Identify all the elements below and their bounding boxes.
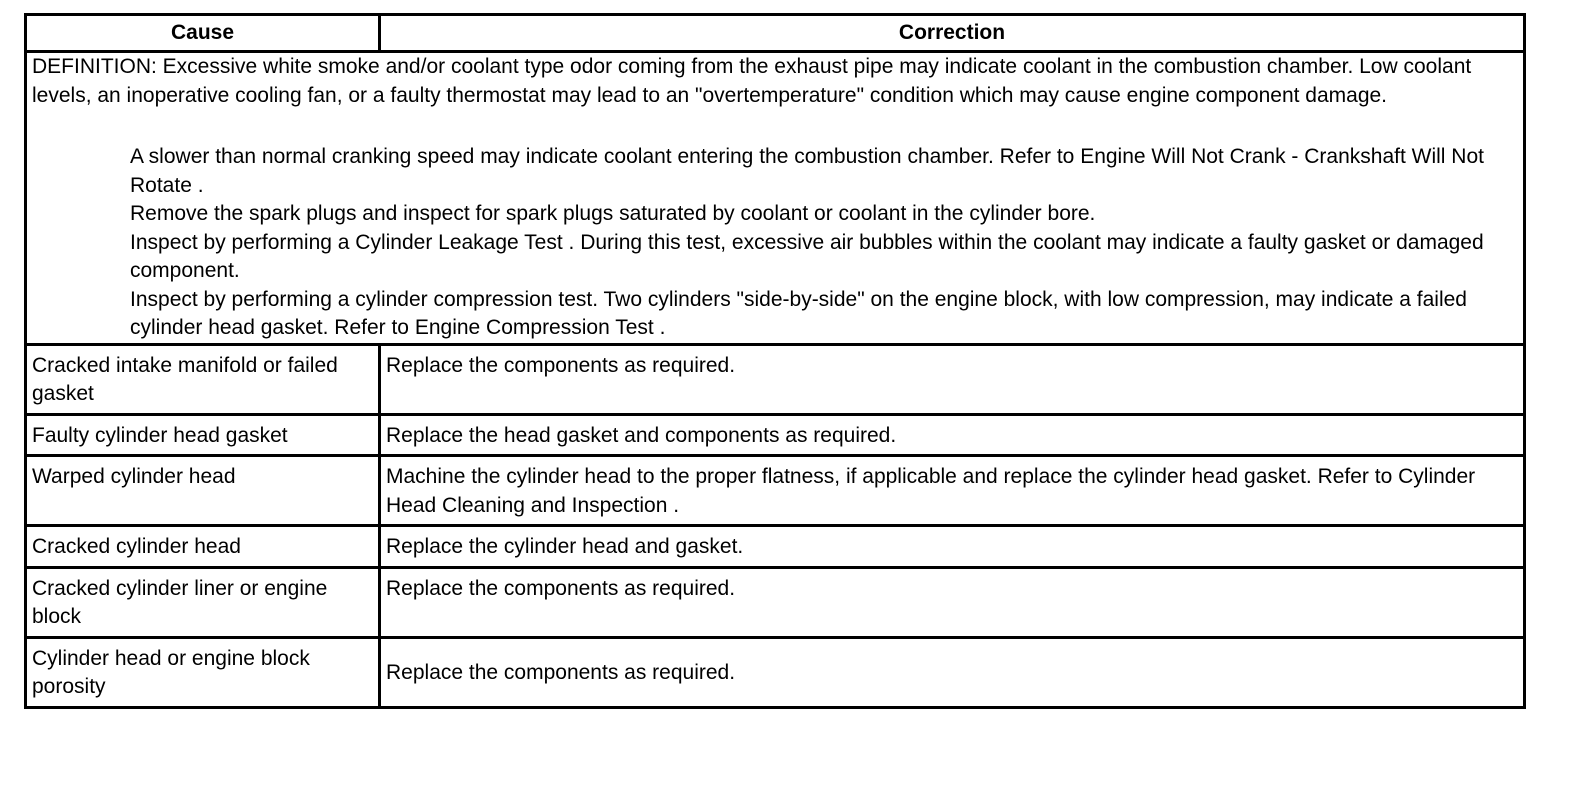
diagnostic-step: Remove the spark plugs and inspect for spark plugs saturated by coolant or coolant in the cylinder bore. [130, 202, 1096, 225]
correction-cell: Replace the components as required. [380, 637, 1525, 707]
correction-column-header: Correction [380, 15, 1525, 52]
correction-cell: Machine the cylinder head to the proper flatness, if applicable and replace the cylinder head gasket. Refer to Cylinder Head Cleaning and Inspection . [380, 456, 1525, 526]
cause-cell: Cracked cylinder liner or engine block [26, 567, 380, 637]
cause-column-header: Cause [26, 15, 380, 52]
definition-row [26, 52, 1525, 345]
diagnostic-steps [32, 143, 1518, 343]
diagnostic-step: A slower than normal cranking speed may indicate coolant entering the combustion chamber. Refer to Engine Will Not Crank - Crankshaft Will Not Rotate . [130, 145, 1484, 197]
cause-cell: Cylinder head or engine block porosity [26, 637, 380, 707]
table-row [26, 567, 1525, 637]
table-row [26, 456, 1525, 526]
table-row [26, 344, 1525, 414]
cause-cell: Faulty cylinder head gasket [26, 414, 380, 456]
correction-cell: Replace the cylinder head and gasket. [380, 526, 1525, 568]
cause-cell: Cracked intake manifold or failed gasket [26, 344, 380, 414]
header-row [26, 15, 1525, 52]
correction-cell: Replace the components as required. [380, 567, 1525, 637]
table-row [26, 414, 1525, 456]
diagnostic-step: Inspect by performing a Cylinder Leakage Test . During this test, excessive air bubbles within the coolant may indicate a faulty gasket or damaged component. [130, 230, 1484, 282]
table-row [26, 637, 1525, 707]
diagnostic-step: Inspect by performing a cylinder compression test. Two cylinders "side-by-side" on the engine block, with low compression, may indicate a failed cylinder head gasket. Refer to Engine Compression Test . [130, 287, 1467, 339]
correction-cell: Replace the head gasket and components as required. [380, 414, 1525, 456]
definition-text: DEFINITION: Excessive white smoke and/or coolant type odor coming from the exhaust pipe may indicate coolant in the combustion chamber. Low coolant levels, an inoperative cooling fan, or a faulty thermostat may lead to an "overtemperature" condition which may cause engine component damage. [32, 55, 1472, 107]
definition-cell [26, 52, 1525, 345]
cause-cell: Cracked cylinder head [26, 526, 380, 568]
correction-cell: Replace the components as required. [380, 344, 1525, 414]
table-row [26, 526, 1525, 568]
diagnostic-table [24, 13, 1526, 709]
cause-cell: Warped cylinder head [26, 456, 380, 526]
